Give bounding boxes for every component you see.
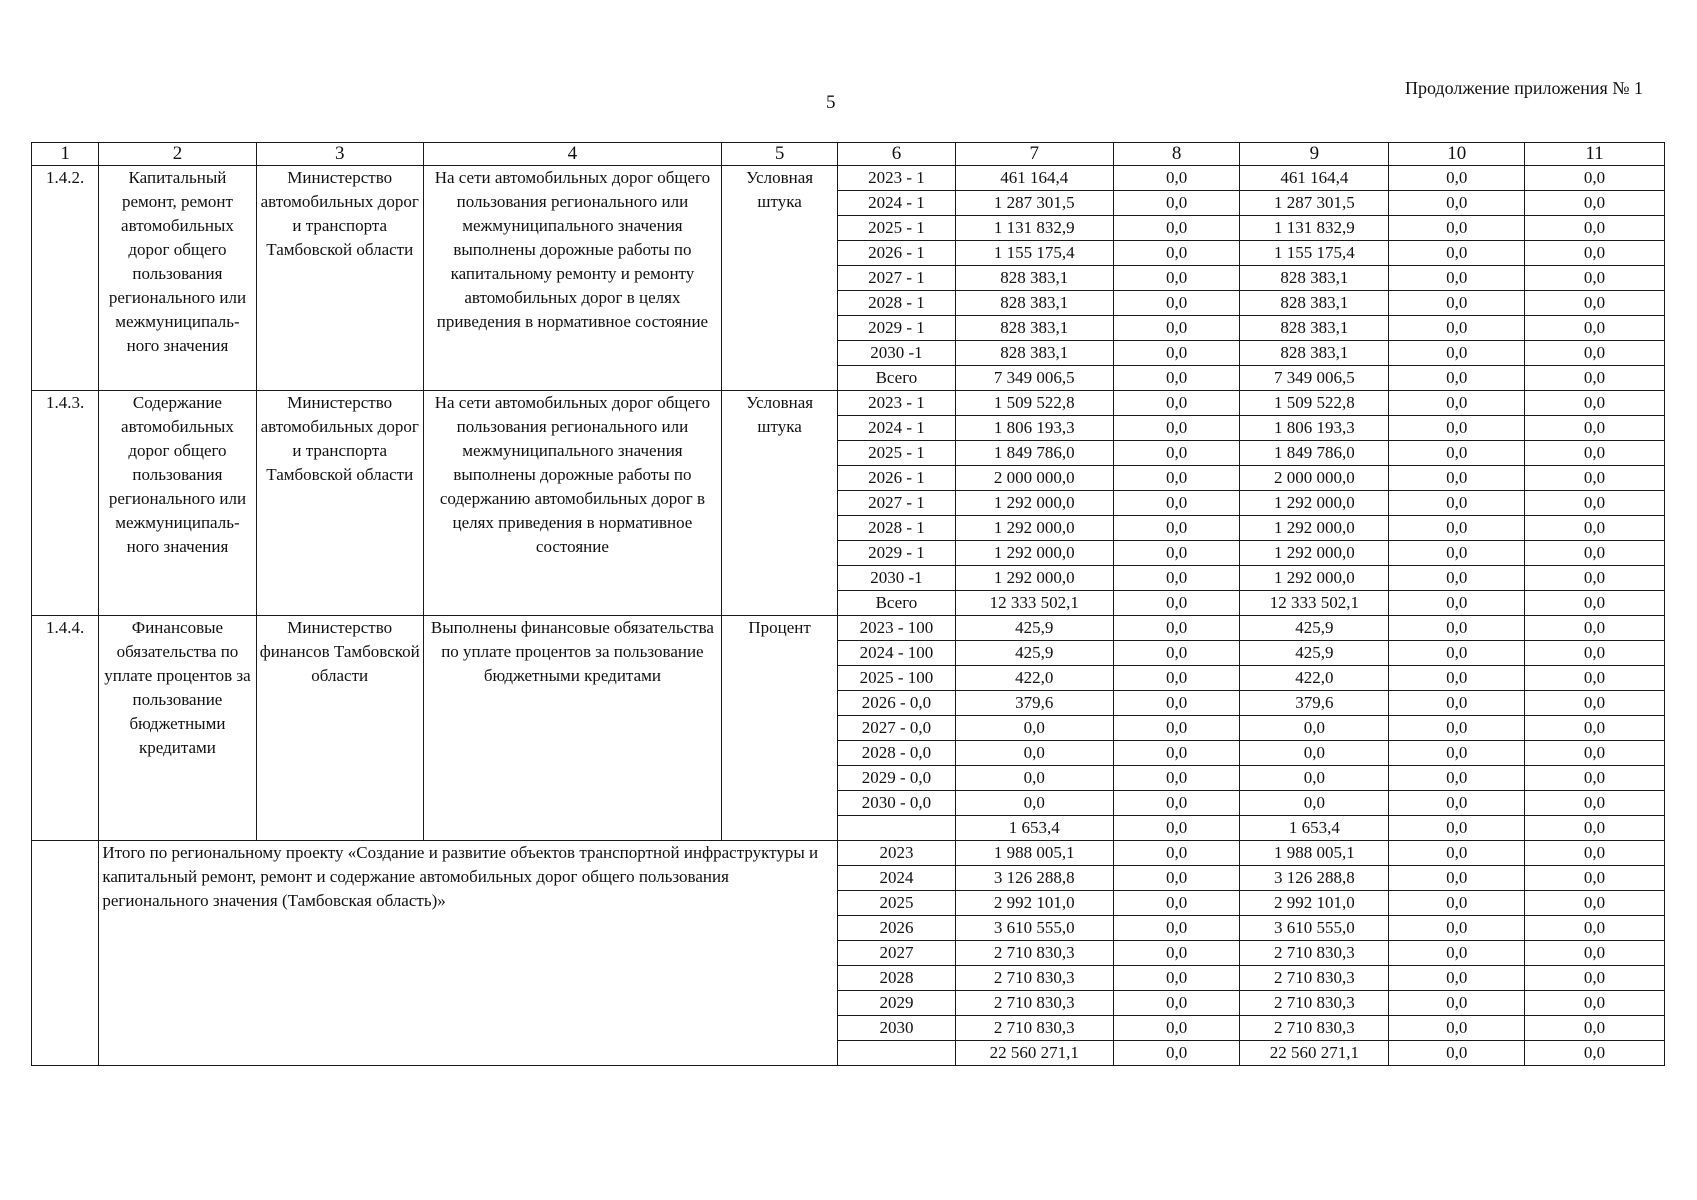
value-cell-c9: 22 560 271,1: [1240, 1041, 1389, 1066]
value-cell-c9: 828 383,1: [1240, 341, 1389, 366]
column-number: 10: [1389, 143, 1525, 166]
value-cell-c9: 1 287 301,5: [1240, 191, 1389, 216]
year-cell: 2026 - 1: [838, 241, 955, 266]
value-cell-c8: 0,0: [1113, 991, 1240, 1016]
value-cell-c8: 0,0: [1113, 641, 1240, 666]
value-cell-c11: 0,0: [1525, 591, 1665, 616]
year-cell: 2030 -1: [838, 566, 955, 591]
value-cell-c11: 0,0: [1525, 416, 1665, 441]
value-cell-c9: 828 383,1: [1240, 316, 1389, 341]
value-cell-c11: 0,0: [1525, 316, 1665, 341]
value-cell-c8: 0,0: [1113, 916, 1240, 941]
value-cell-c9: 2 992 101,0: [1240, 891, 1389, 916]
value-cell-c8: 0,0: [1113, 366, 1240, 391]
page-number: 5: [826, 92, 836, 113]
value-cell-c9: 1 988 005,1: [1240, 841, 1389, 866]
value-cell-c8: 0,0: [1113, 491, 1240, 516]
column-number: 6: [838, 143, 955, 166]
value-cell-c11: 0,0: [1525, 841, 1665, 866]
value-cell-c9: 1 292 000,0: [1240, 516, 1389, 541]
total-row: [32, 841, 1665, 866]
column-number: 3: [256, 143, 423, 166]
value-cell-c7: 12 333 502,1: [955, 591, 1113, 616]
value-cell-c11: 0,0: [1525, 341, 1665, 366]
value-cell-c10: 0,0: [1389, 691, 1525, 716]
value-cell-c7: 425,9: [955, 641, 1113, 666]
value-cell-c10: 0,0: [1389, 916, 1525, 941]
section-result: На сети автомобильных дорог общего пользования регионального или межмуниципального значения выполнены дорожные работы по содержанию автомобильных дорог в целях приведения в нормативное состояние: [423, 391, 721, 616]
table-row: [32, 616, 1665, 641]
value-cell-c10: 0,0: [1389, 466, 1525, 491]
year-cell: 2028 - 1: [838, 516, 955, 541]
year-cell: 2029 - 1: [838, 541, 955, 566]
value-cell-c7: 1 292 000,0: [955, 491, 1113, 516]
value-cell-c11: 0,0: [1525, 666, 1665, 691]
value-cell-c7: 828 383,1: [955, 291, 1113, 316]
year-cell: 2025: [838, 891, 955, 916]
value-cell-c9: 425,9: [1240, 641, 1389, 666]
value-cell-c10: 0,0: [1389, 991, 1525, 1016]
value-cell-c7: 2 710 830,3: [955, 966, 1113, 991]
year-cell: 2028 - 0,0: [838, 741, 955, 766]
value-cell-c10: 0,0: [1389, 766, 1525, 791]
value-cell-c8: 0,0: [1113, 341, 1240, 366]
year-cell: 2027: [838, 941, 955, 966]
year-cell: 2024 - 1: [838, 416, 955, 441]
value-cell-c11: 0,0: [1525, 516, 1665, 541]
value-cell-c8: 0,0: [1113, 516, 1240, 541]
column-number: 8: [1113, 143, 1240, 166]
total-label: Итого по региональному проекту «Создание и развитие объектов транспортной инфраструктуры и капитальный ремонт, ремонт и содержание автомобильных дорог общего пользования регионального значения (Тамбовская область)»: [99, 841, 838, 1066]
value-cell-c8: 0,0: [1113, 666, 1240, 691]
value-cell-c11: 0,0: [1525, 991, 1665, 1016]
value-cell-c9: 3 610 555,0: [1240, 916, 1389, 941]
value-cell-c8: 0,0: [1113, 616, 1240, 641]
section-unit: Процент: [721, 616, 837, 841]
table-row: [32, 166, 1665, 191]
value-cell-c9: 2 710 830,3: [1240, 1016, 1389, 1041]
value-cell-c9: 828 383,1: [1240, 266, 1389, 291]
value-cell-c8: 0,0: [1113, 1041, 1240, 1066]
value-cell-c9: 1 653,4: [1240, 816, 1389, 841]
year-cell: Всего: [838, 591, 955, 616]
year-cell: 2026 - 0,0: [838, 691, 955, 716]
value-cell-c11: 0,0: [1525, 816, 1665, 841]
value-cell-c11: 0,0: [1525, 891, 1665, 916]
value-cell-c11: 0,0: [1525, 766, 1665, 791]
year-cell: 2030 -1: [838, 341, 955, 366]
value-cell-c10: 0,0: [1389, 291, 1525, 316]
value-cell-c9: 2 000 000,0: [1240, 466, 1389, 491]
year-cell: 2029: [838, 991, 955, 1016]
value-cell-c11: 0,0: [1525, 691, 1665, 716]
value-cell-c9: 1 155 175,4: [1240, 241, 1389, 266]
year-cell: [838, 816, 955, 841]
value-cell-c10: 0,0: [1389, 191, 1525, 216]
year-cell: 2028 - 1: [838, 291, 955, 316]
value-cell-c8: 0,0: [1113, 941, 1240, 966]
value-cell-c9: 2 710 830,3: [1240, 991, 1389, 1016]
value-cell-c11: 0,0: [1525, 566, 1665, 591]
value-cell-c8: 0,0: [1113, 966, 1240, 991]
value-cell-c10: 0,0: [1389, 1041, 1525, 1066]
value-cell-c10: 0,0: [1389, 716, 1525, 741]
value-cell-c11: 0,0: [1525, 291, 1665, 316]
value-cell-c10: 0,0: [1389, 741, 1525, 766]
value-cell-c9: 1 509 522,8: [1240, 391, 1389, 416]
column-number: 1: [32, 143, 99, 166]
value-cell-c10: 0,0: [1389, 566, 1525, 591]
column-number: 2: [99, 143, 256, 166]
value-cell-c9: 12 333 502,1: [1240, 591, 1389, 616]
value-cell-c7: 1 988 005,1: [955, 841, 1113, 866]
value-cell-c7: 0,0: [955, 741, 1113, 766]
value-cell-c8: 0,0: [1113, 766, 1240, 791]
year-cell: 2023 - 1: [838, 166, 955, 191]
value-cell-c7: 1 131 832,9: [955, 216, 1113, 241]
value-cell-c11: 0,0: [1525, 241, 1665, 266]
year-cell: 2027 - 1: [838, 491, 955, 516]
column-number: 4: [423, 143, 721, 166]
value-cell-c7: 1 292 000,0: [955, 566, 1113, 591]
section-code: 1.4.3.: [32, 391, 99, 616]
value-cell-c10: 0,0: [1389, 416, 1525, 441]
value-cell-c7: 2 000 000,0: [955, 466, 1113, 491]
value-cell-c8: 0,0: [1113, 1016, 1240, 1041]
value-cell-c9: 1 131 832,9: [1240, 216, 1389, 241]
value-cell-c10: 0,0: [1389, 516, 1525, 541]
value-cell-c11: 0,0: [1525, 491, 1665, 516]
value-cell-c9: 461 164,4: [1240, 166, 1389, 191]
value-cell-c11: 0,0: [1525, 616, 1665, 641]
value-cell-c9: 3 126 288,8: [1240, 866, 1389, 891]
value-cell-c7: 2 710 830,3: [955, 941, 1113, 966]
value-cell-c8: 0,0: [1113, 241, 1240, 266]
value-cell-c7: 22 560 271,1: [955, 1041, 1113, 1066]
value-cell-c9: 1 292 000,0: [1240, 541, 1389, 566]
value-cell-c9: 1 292 000,0: [1240, 491, 1389, 516]
value-cell-c9: 7 349 006,5: [1240, 366, 1389, 391]
value-cell-c8: 0,0: [1113, 316, 1240, 341]
value-cell-c10: 0,0: [1389, 841, 1525, 866]
value-cell-c8: 0,0: [1113, 466, 1240, 491]
value-cell-c8: 0,0: [1113, 716, 1240, 741]
column-number: 7: [955, 143, 1113, 166]
value-cell-c11: 0,0: [1525, 216, 1665, 241]
value-cell-c8: 0,0: [1113, 441, 1240, 466]
value-cell-c10: 0,0: [1389, 816, 1525, 841]
value-cell-c8: 0,0: [1113, 541, 1240, 566]
value-cell-c8: 0,0: [1113, 741, 1240, 766]
value-cell-c7: 1 292 000,0: [955, 541, 1113, 566]
value-cell-c9: 1 292 000,0: [1240, 566, 1389, 591]
year-cell: 2025 - 1: [838, 441, 955, 466]
value-cell-c7: 0,0: [955, 791, 1113, 816]
value-cell-c11: 0,0: [1525, 1041, 1665, 1066]
value-cell-c7: 1 849 786,0: [955, 441, 1113, 466]
value-cell-c9: 828 383,1: [1240, 291, 1389, 316]
value-cell-c10: 0,0: [1389, 166, 1525, 191]
value-cell-c10: 0,0: [1389, 391, 1525, 416]
value-cell-c8: 0,0: [1113, 166, 1240, 191]
value-cell-c11: 0,0: [1525, 266, 1665, 291]
value-cell-c7: 1 509 522,8: [955, 391, 1113, 416]
value-cell-c10: 0,0: [1389, 866, 1525, 891]
value-cell-c10: 0,0: [1389, 791, 1525, 816]
value-cell-c8: 0,0: [1113, 266, 1240, 291]
value-cell-c9: 0,0: [1240, 791, 1389, 816]
value-cell-c7: 2 710 830,3: [955, 1016, 1113, 1041]
value-cell-c9: 0,0: [1240, 766, 1389, 791]
value-cell-c8: 0,0: [1113, 841, 1240, 866]
column-number: 11: [1525, 143, 1665, 166]
section-name: Капитальный ремонт, ремонт автомобильных дорог общего пользования регионального или межмуниципаль-ного значения: [99, 166, 256, 391]
year-cell: 2030 - 0,0: [838, 791, 955, 816]
value-cell-c7: 3 126 288,8: [955, 866, 1113, 891]
value-cell-c11: 0,0: [1525, 941, 1665, 966]
value-cell-c10: 0,0: [1389, 541, 1525, 566]
value-cell-c10: 0,0: [1389, 941, 1525, 966]
value-cell-c10: 0,0: [1389, 1016, 1525, 1041]
value-cell-c8: 0,0: [1113, 566, 1240, 591]
value-cell-c11: 0,0: [1525, 366, 1665, 391]
year-cell: 2024 - 100: [838, 641, 955, 666]
value-cell-c10: 0,0: [1389, 316, 1525, 341]
value-cell-c8: 0,0: [1113, 816, 1240, 841]
value-cell-c11: 0,0: [1525, 441, 1665, 466]
column-number: 5: [721, 143, 837, 166]
value-cell-c8: 0,0: [1113, 216, 1240, 241]
value-cell-c7: 828 383,1: [955, 341, 1113, 366]
value-cell-c9: 1 849 786,0: [1240, 441, 1389, 466]
value-cell-c7: 422,0: [955, 666, 1113, 691]
value-cell-c10: 0,0: [1389, 641, 1525, 666]
value-cell-c7: 7 349 006,5: [955, 366, 1113, 391]
year-cell: 2024 - 1: [838, 191, 955, 216]
value-cell-c8: 0,0: [1113, 391, 1240, 416]
value-cell-c9: 2 710 830,3: [1240, 966, 1389, 991]
value-cell-c10: 0,0: [1389, 966, 1525, 991]
year-cell: 2023: [838, 841, 955, 866]
value-cell-c11: 0,0: [1525, 391, 1665, 416]
year-cell: 2025 - 100: [838, 666, 955, 691]
value-cell-c7: 0,0: [955, 716, 1113, 741]
section-code: 1.4.4.: [32, 616, 99, 841]
value-cell-c8: 0,0: [1113, 791, 1240, 816]
value-cell-c11: 0,0: [1525, 791, 1665, 816]
column-number: 9: [1240, 143, 1389, 166]
year-cell: 2027 - 1: [838, 266, 955, 291]
year-cell: 2023 - 1: [838, 391, 955, 416]
section-unit: Условная штука: [721, 391, 837, 616]
value-cell-c11: 0,0: [1525, 741, 1665, 766]
section-name: Финансовые обязательства по уплате процентов за пользование бюджетными кредитами: [99, 616, 256, 841]
year-cell: 2030: [838, 1016, 955, 1041]
value-cell-c9: 425,9: [1240, 616, 1389, 641]
year-cell: 2028: [838, 966, 955, 991]
value-cell-c11: 0,0: [1525, 866, 1665, 891]
total-empty-cell: [32, 841, 99, 1066]
value-cell-c10: 0,0: [1389, 266, 1525, 291]
value-cell-c8: 0,0: [1113, 866, 1240, 891]
section-unit: Условная штука: [721, 166, 837, 391]
value-cell-c11: 0,0: [1525, 541, 1665, 566]
value-cell-c8: 0,0: [1113, 191, 1240, 216]
value-cell-c11: 0,0: [1525, 466, 1665, 491]
value-cell-c10: 0,0: [1389, 241, 1525, 266]
value-cell-c8: 0,0: [1113, 291, 1240, 316]
value-cell-c7: 1 292 000,0: [955, 516, 1113, 541]
section-executor: Министерство финансов Тамбовской области: [256, 616, 423, 841]
value-cell-c11: 0,0: [1525, 166, 1665, 191]
year-cell: 2027 - 0,0: [838, 716, 955, 741]
value-cell-c7: 828 383,1: [955, 266, 1113, 291]
year-cell: 2026: [838, 916, 955, 941]
table-row: [32, 391, 1665, 416]
value-cell-c7: 2 710 830,3: [955, 991, 1113, 1016]
value-cell-c7: 1 155 175,4: [955, 241, 1113, 266]
value-cell-c10: 0,0: [1389, 616, 1525, 641]
value-cell-c10: 0,0: [1389, 591, 1525, 616]
budget-table: [31, 142, 1665, 1066]
value-cell-c11: 0,0: [1525, 916, 1665, 941]
value-cell-c10: 0,0: [1389, 666, 1525, 691]
value-cell-c8: 0,0: [1113, 891, 1240, 916]
year-cell: 2025 - 1: [838, 216, 955, 241]
year-cell: 2023 - 100: [838, 616, 955, 641]
section-executor: Министерство автомобильных дорог и транспорта Тамбовской области: [256, 391, 423, 616]
year-cell: [838, 1041, 955, 1066]
year-cell: Всего: [838, 366, 955, 391]
value-cell-c10: 0,0: [1389, 491, 1525, 516]
value-cell-c11: 0,0: [1525, 966, 1665, 991]
value-cell-c11: 0,0: [1525, 641, 1665, 666]
value-cell-c7: 2 992 101,0: [955, 891, 1113, 916]
appendix-continuation-note: Продолжение приложения № 1: [1404, 78, 1643, 98]
value-cell-c10: 0,0: [1389, 341, 1525, 366]
column-number-row: [32, 143, 1665, 166]
value-cell-c10: 0,0: [1389, 366, 1525, 391]
section-result: На сети автомобильных дорог общего пользования регионального или межмуниципального значения выполнены дорожные работы по капитальному ремонту и ремонту автомобильных дорог в целях приведения в нормативное состояние: [423, 166, 721, 391]
value-cell-c7: 425,9: [955, 616, 1113, 641]
value-cell-c11: 0,0: [1525, 1016, 1665, 1041]
year-cell: 2029 - 0,0: [838, 766, 955, 791]
value-cell-c8: 0,0: [1113, 691, 1240, 716]
value-cell-c7: 0,0: [955, 766, 1113, 791]
value-cell-c7: 1 287 301,5: [955, 191, 1113, 216]
value-cell-c9: 1 806 193,3: [1240, 416, 1389, 441]
section-name: Содержание автомобильных дорог общего пользования регионального или межмуниципаль-ного значения: [99, 391, 256, 616]
section-executor: Министерство автомобильных дорог и транспорта Тамбовской области: [256, 166, 423, 391]
value-cell-c7: 1 806 193,3: [955, 416, 1113, 441]
value-cell-c7: 1 653,4: [955, 816, 1113, 841]
value-cell-c11: 0,0: [1525, 191, 1665, 216]
year-cell: 2024: [838, 866, 955, 891]
value-cell-c9: 0,0: [1240, 741, 1389, 766]
value-cell-c9: 0,0: [1240, 716, 1389, 741]
value-cell-c10: 0,0: [1389, 216, 1525, 241]
value-cell-c9: 2 710 830,3: [1240, 941, 1389, 966]
value-cell-c9: 379,6: [1240, 691, 1389, 716]
value-cell-c7: 379,6: [955, 691, 1113, 716]
value-cell-c7: 461 164,4: [955, 166, 1113, 191]
value-cell-c10: 0,0: [1389, 441, 1525, 466]
section-result: Выполнены финансовые обязательства по уплате процентов за пользование бюджетными кредитами: [423, 616, 721, 841]
value-cell-c8: 0,0: [1113, 591, 1240, 616]
value-cell-c10: 0,0: [1389, 891, 1525, 916]
value-cell-c9: 422,0: [1240, 666, 1389, 691]
value-cell-c8: 0,0: [1113, 416, 1240, 441]
year-cell: 2026 - 1: [838, 466, 955, 491]
value-cell-c7: 828 383,1: [955, 316, 1113, 341]
value-cell-c11: 0,0: [1525, 716, 1665, 741]
value-cell-c7: 3 610 555,0: [955, 916, 1113, 941]
section-code: 1.4.2.: [32, 166, 99, 391]
year-cell: 2029 - 1: [838, 316, 955, 341]
